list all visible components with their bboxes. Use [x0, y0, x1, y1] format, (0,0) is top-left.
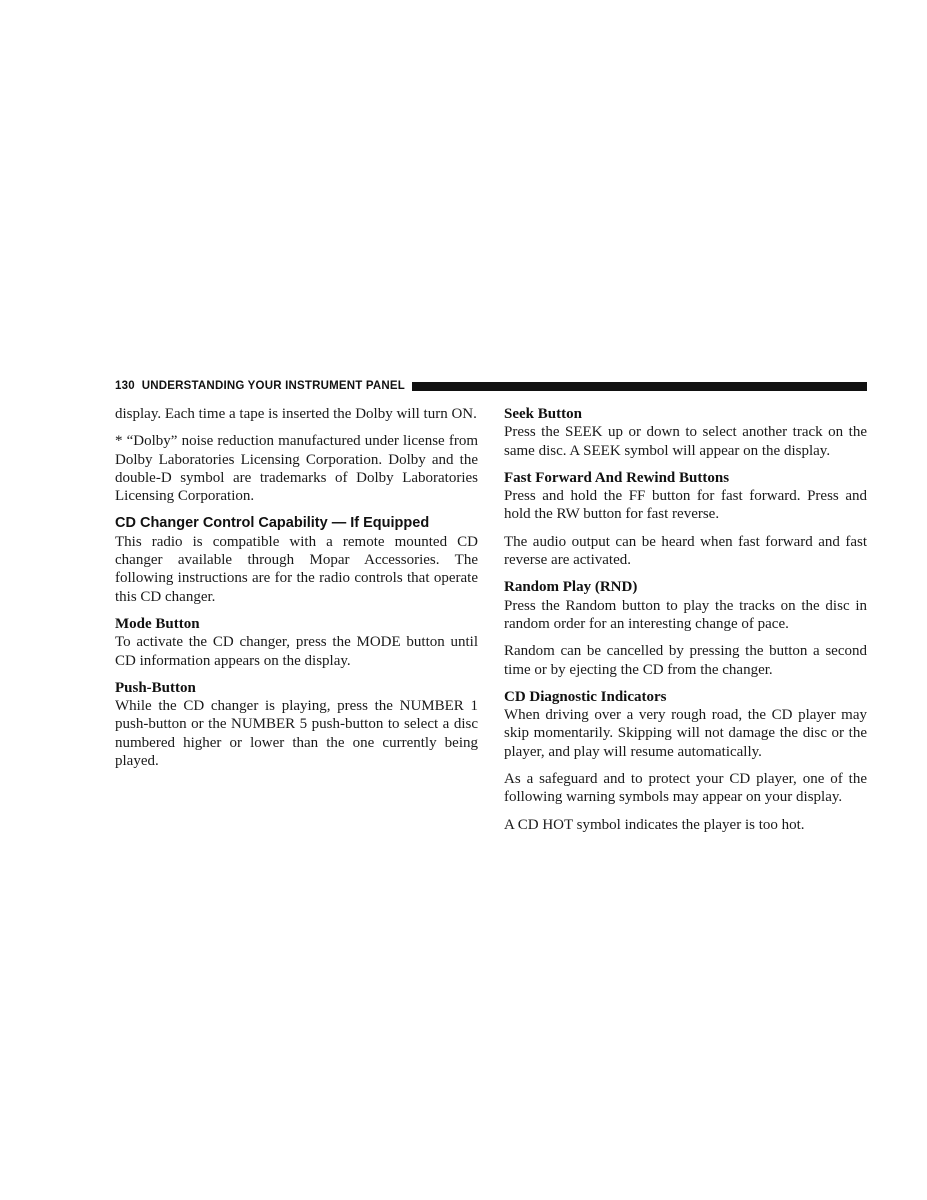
- random-section: [504, 578, 867, 633]
- seek-heading: Seek Button: [504, 406, 582, 422]
- random-cancel-paragraph: Random can be cancelled by pressing the button a second time or by ejecting the CD from the changer.: [504, 643, 867, 678]
- right-column: [504, 405, 867, 843]
- cd-changer-section: [115, 514, 478, 605]
- audio-output-paragraph: The audio output can be heard when fast forward and fast reverse are activated.: [504, 533, 867, 569]
- safeguard-paragraph: As a safeguard and to protect your CD player, one of the following warning symbols may appear on your display.: [504, 771, 867, 806]
- ff-rw-heading: Fast Forward And Rewind Buttons: [504, 469, 730, 486]
- random-body: Press the Random button to play the tracks on the disc in random order for an interesting change of pace.: [504, 597, 867, 632]
- diagnostic-heading: CD Diagnostic Indicators: [504, 688, 667, 705]
- dolby-footnote-paragraph: * “Dolby” noise reduction manufactured under license from Dolby Laboratories Licensing Corporation. Dolby and the double-D symbol are trademarks of Dolby Laboratories Licensing Corporation.: [115, 433, 478, 505]
- left-column: [115, 405, 478, 779]
- ff-rw-section: [504, 469, 867, 524]
- diagnostic-body: When driving over a very rough road, the CD player may skip momentarily. Skipping will not damage the disc or the player, and play will resume automatically.: [504, 707, 867, 760]
- diagnostic-section: [504, 688, 867, 761]
- cd-changer-body: This radio is compatible with a remote mounted CD changer available through Mopar Accessories. The following instructions are for the radio controls that operate this CD changer.: [115, 533, 478, 605]
- mode-button-heading: Mode Button: [115, 615, 200, 632]
- ff-rw-body: Press and hold the FF button for fast forward. Press and hold the RW button for fast reverse.: [504, 488, 867, 523]
- page-number: 130: [115, 380, 135, 392]
- cd-hot-paragraph: A CD HOT symbol indicates the player is too hot.: [504, 816, 805, 833]
- mode-button-body: To activate the CD changer, press the MODE button until CD information appears on the display.: [115, 634, 478, 669]
- seek-section: [504, 405, 867, 460]
- seek-body: Press the SEEK up or down to select another track on the same disc. A SEEK symbol will appear on the display.: [504, 424, 867, 459]
- push-button-body: While the CD changer is playing, press the NUMBER 1 push-button or the NUMBER 5 push-button to select a disc numbered higher or lower than the one currently being played.: [115, 698, 478, 770]
- section-title: UNDERSTANDING YOUR INSTRUMENT PANEL: [141, 380, 405, 392]
- push-button-heading: Push-Button: [115, 679, 196, 696]
- cd-changer-heading: CD Changer Control Capability — If Equipped: [115, 515, 430, 532]
- dolby-continued-paragraph: display. Each time a tape is inserted the Dolby will turn ON.: [115, 406, 477, 422]
- random-heading: Random Play (RND): [504, 579, 638, 596]
- push-button-section: [115, 679, 478, 770]
- page-header: [115, 379, 867, 393]
- mode-button-section: [115, 615, 478, 670]
- header-rule: [412, 382, 867, 391]
